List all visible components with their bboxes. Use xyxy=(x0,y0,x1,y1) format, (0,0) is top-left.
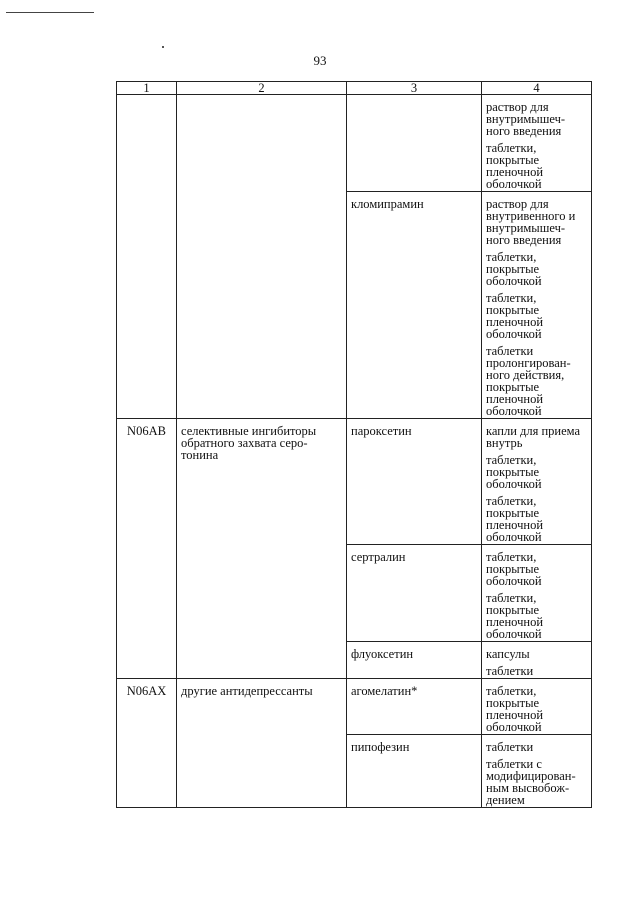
dosage-form: раствор для внутримышеч-ного введения xyxy=(486,100,566,138)
dosage-form: таблетки xyxy=(486,664,534,678)
dosage-form: раствор для внутривенного и внутримышеч-ного введения xyxy=(486,197,576,247)
medication-table xyxy=(116,81,592,808)
forms-cell xyxy=(482,545,592,642)
header-col-2: 2 xyxy=(177,82,347,95)
scan-corner-line xyxy=(6,12,94,13)
dosage-form: таблетки, покрытые оболочкой xyxy=(486,550,542,588)
group-name: селективные ингибиторы обратного захвата серо-тонина xyxy=(177,419,347,679)
dosage-form: капли для приема внутрь xyxy=(486,424,581,450)
table-row xyxy=(117,679,592,735)
atc-code: N06AB xyxy=(117,419,177,679)
dosage-form: таблетки, покрытые пленочной оболочкой xyxy=(486,591,544,641)
forms-cell xyxy=(482,735,592,808)
page-number: 93 xyxy=(313,53,327,68)
dosage-form: таблетки, покрытые оболочкой xyxy=(486,453,542,491)
header-col-1: 1 xyxy=(117,82,177,95)
forms-cell xyxy=(482,419,592,545)
group-name: другие антидепрессанты xyxy=(177,679,347,808)
atc-code: N06AX xyxy=(117,679,177,808)
forms-cell xyxy=(482,95,592,192)
scan-speck xyxy=(162,46,164,48)
dosage-form: капсулы xyxy=(486,647,530,661)
drug-name: сертралин xyxy=(347,545,482,642)
drug-name: пипофезин xyxy=(347,735,482,808)
dosage-form: таблетки, покрытые оболочкой xyxy=(486,250,542,288)
dosage-form: таблетки, покрытые пленочной оболочкой xyxy=(486,684,544,734)
drug-name: агомелатин* xyxy=(347,679,482,735)
table-row xyxy=(117,95,592,192)
forms-cell xyxy=(482,679,592,735)
drug-name: пароксетин xyxy=(347,419,482,545)
drug-cell xyxy=(347,95,482,192)
dosage-form: таблетки xyxy=(486,740,534,754)
table-header-row xyxy=(117,82,592,95)
drug-name: кломипрамин xyxy=(347,192,482,419)
header-col-3: 3 xyxy=(347,82,482,95)
forms-cell xyxy=(482,642,592,679)
drug-name: флуоксетин xyxy=(347,642,482,679)
group-cell xyxy=(177,95,347,419)
dosage-form: таблетки, покрытые пленочной оболочкой xyxy=(486,141,544,191)
dosage-form: таблетки, покрытые пленочной оболочкой xyxy=(486,494,544,544)
dosage-form: таблетки с модифицирован-ным высвобож-дением xyxy=(486,757,576,807)
header-col-4: 4 xyxy=(482,82,592,95)
table-row xyxy=(117,419,592,545)
code-cell xyxy=(117,95,177,419)
dosage-form: таблетки, покрытые пленочной оболочкой xyxy=(486,291,544,341)
forms-cell xyxy=(482,192,592,419)
dosage-form: таблетки пролонгирован-ного действия, покрытые пленочной оболочкой xyxy=(486,344,571,418)
